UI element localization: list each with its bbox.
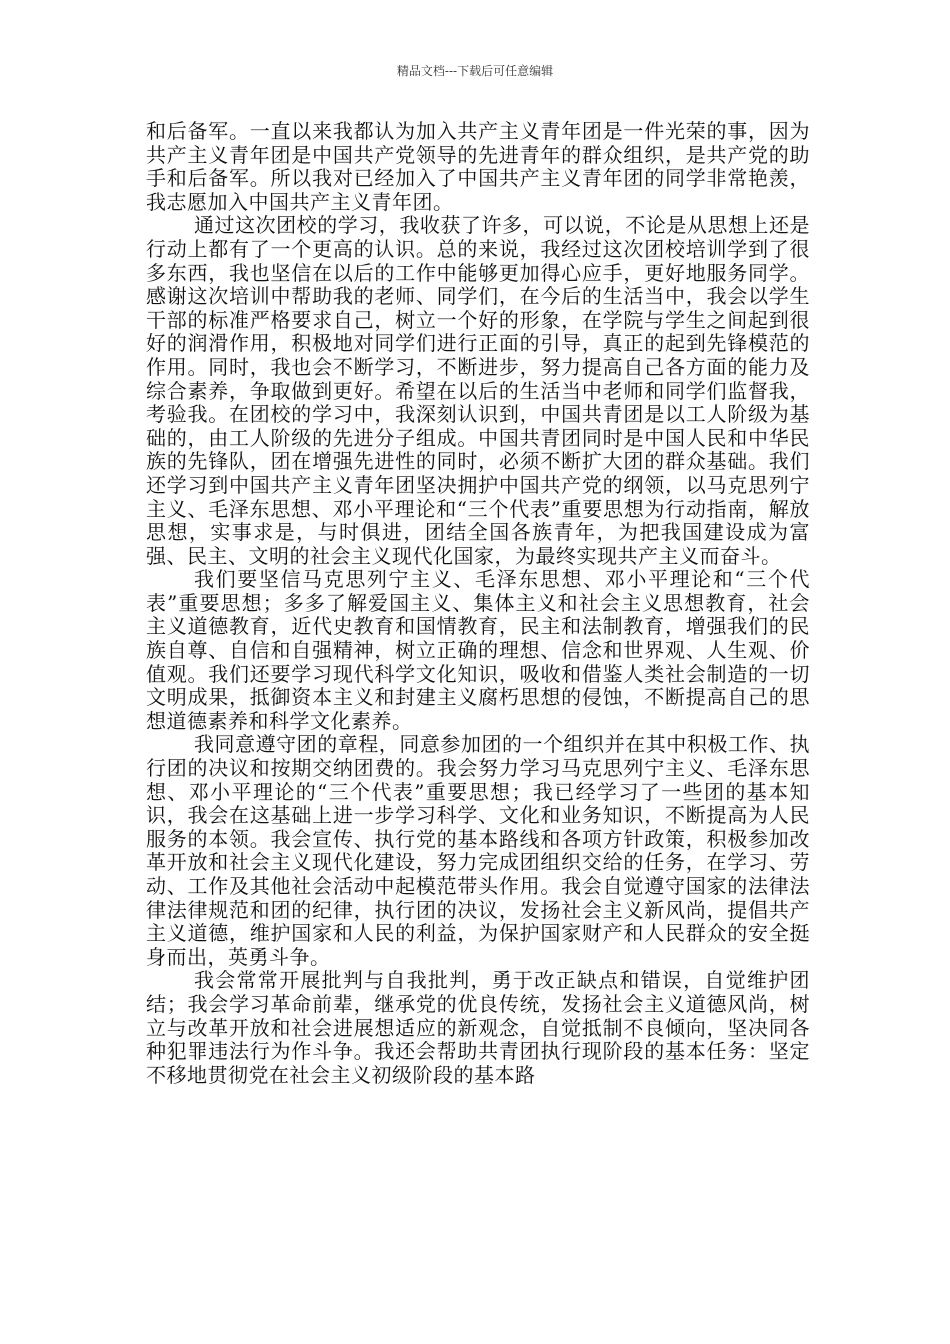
paragraph-5: 我会常常开展批判与自我批判，勇于改正缺点和错误，自觉维护团结；我会学习革命前辈，继承党的优良传统，发扬社会主义道德风尚，树立与改革开放和社会进展想适应的新观念，自觉抵制不良倾向，坚决同各种犯罪违法行为作斗争。我还会帮助共青团执行现阶段的基本任务：坚定不移地贯彻党在社会主义初级阶段的基本路 xyxy=(146,968,810,1087)
paragraph-1: 和后备军。一直以来我都认为加入共产主义青年团是一件光荣的事，因为共产主义青年团是中国共产党领导的先进青年的群众组织，是共产党的助手和后备军。所以我对已经加入了中国共产主义青年团的同学非常艳羡，我志愿加入中国共产主义青年团。 xyxy=(146,119,810,214)
paragraph-2: 通过这次团校的学习，我收获了许多，可以说，不论是从思想上还是行动上都有了一个更高的认识。总的来说，我经过这次团校培训学到了很多东西，我也坚信在以后的工作中能够更加得心应手，更好地服务同学。感谢这次培训中帮助我的老师、同学们，在今后的生活当中，我会以学生干部的标准严格要求自己，树立一个好的形象，在学院与学生之间起到很好的润滑作用，积极地对同学们进行正面的引导，真正的起到先锋模范的作用。同时，我也会不断学习，不断进步，努力提高自己各方面的能力及综合素养，争取做到更好。希望在以后的生活当中老师和同学们监督我，考验我。在团校的学习中，我深刻认识到，中国共青团是以工人阶级为基础的，由工人阶级的先进分子组成。中国共青团同时是中国人民和中华民族的先锋队，团在增强先进性的同时，必须不断扩大团的群众基础。我们还学习到中国共产主义青年团坚决拥护中国共产党的纲领，以马克思列宁主义、毛泽东思想、邓小平理论和“三个代表”重要思想为行动指南，解放思想，实事求是，与时俱进，团结全国各族青年，为把我国建设成为富强、民主、文明的社会主义现代化国家，为最终实现共产主义而奋斗。 xyxy=(146,213,810,568)
document-body xyxy=(146,120,810,1087)
paragraph-4: 我同意遵守团的章程，同意参加团的一个组织并在其中积极工作、执行团的决议和按期交纳团费的。我会努力学习马克思列宁主义、毛泽东思想、邓小平理论的“三个代表”重要思想；我已经学习了一些团的基本知识，我会在这基础上进一步学习科学、文化和业务知识，不断提高为人民服务的本领。我会宣传、执行党的基本路线和各项方针政策，积极参加改革开放和社会主义现代化建设，努力完成团组织交给的任务，在学习、劳动、工作及其他社会活动中起模范带头作用。我会自觉遵守国家的法律法律法律规范和团的纪律，执行团的决议，发扬社会主义新风尚，提倡共产主义道德，维护国家和人民的利益，为保护国家财产和人民群众的安全挺身而出，英勇斗争。 xyxy=(146,732,810,969)
paragraph-3: 我们要坚信马克思列宁主义、毛泽东思想、邓小平理论和“三个代表”重要思想；多多了解爱国主义、集体主义和社会主义思想教育，社会主义道德教育，近代史教育和国情教育，民主和法制教育，增强我们的民族自尊、自信和自强精神，树立正确的理想、信念和世界观、人生观、价值观。我们还要学习现代科学文化知识，吸收和借鉴人类社会制造的一切文明成果，抵御资本主义和封建主义腐朽思想的侵蚀，不断提高自己的思想道德素养和科学文化素养。 xyxy=(146,567,810,733)
page-header: 精品文档---下载后可任意编辑 xyxy=(396,64,554,78)
